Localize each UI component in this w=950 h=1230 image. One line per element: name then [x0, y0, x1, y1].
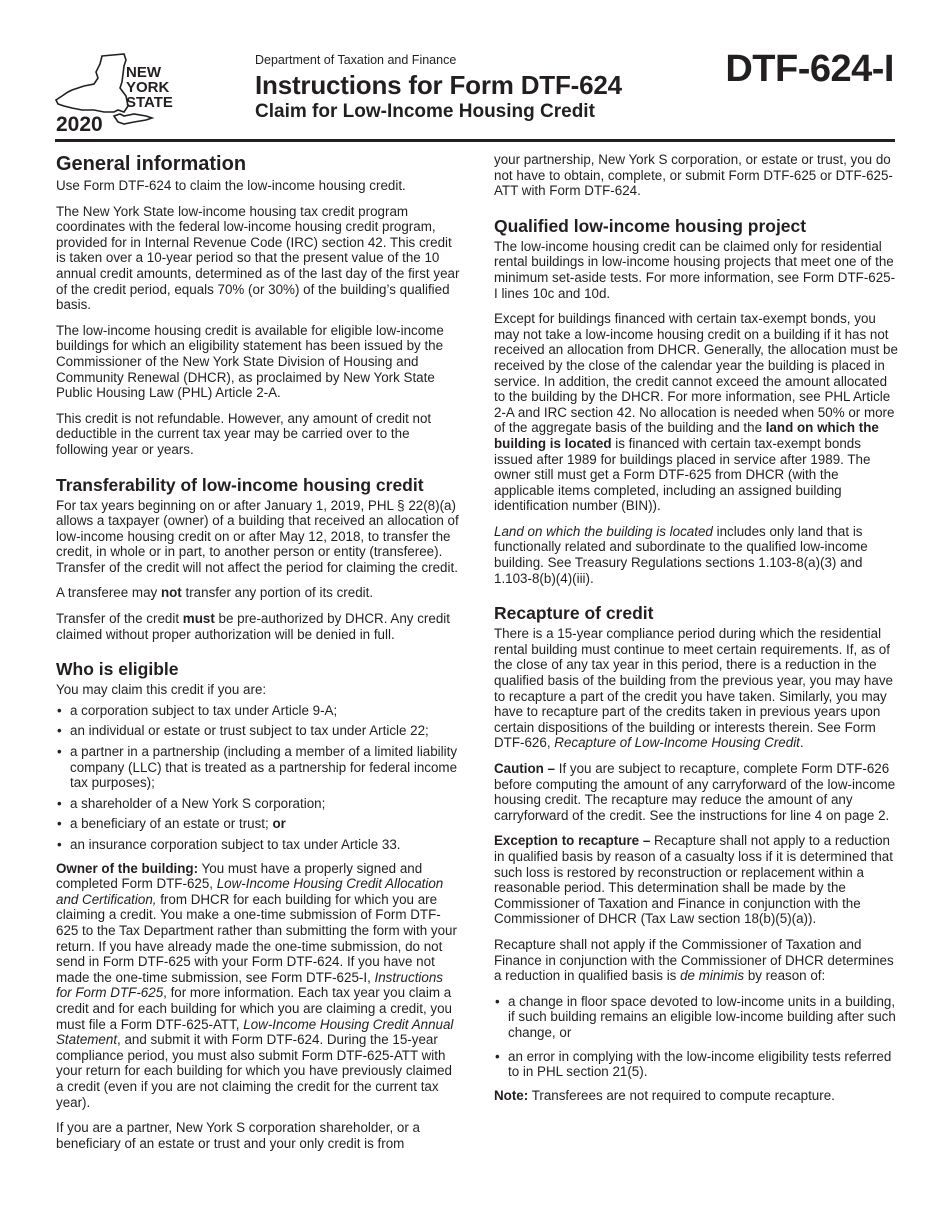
- list-item: • an insurance corporation subject to tax under Article 33.: [56, 837, 460, 853]
- transfer-p1: For tax years beginning on or after January 1, 2019, PHL § 22(8)(a) allows a taxpayer (owner) of a building that received an allocation of low-income housing credit on or after May 12, 2018, to transfer the credit, in whole or in part, to another person or entity (transferee). Transfer of the credit will not affect the period for claiming the credit.: [56, 497, 459, 575]
- transfer-p3: Transfer of the credit must be pre-authorized by DHCR. Any credit claimed without proper authorization will be denied in full.: [56, 611, 450, 642]
- svg-text:NEW: NEW: [126, 64, 161, 81]
- caution-paragraph: Caution – If you are subject to recapture, complete Form DTF-626 before computing the amount of any carryforward of the low-income housing credit. The recapture may reduce the amount of any carryforward of the credit. See the instructions for line 4 on page 2.: [494, 761, 896, 823]
- recapture-p1: There is a 15-year compliance period during which the residential rental building must continue to meet certain requirements. If, as of the close of any tax year in this period, there is a reduction in the qualified basis of the building from the previous year, you may have to recapture a part of the credit you have taken. Similarly, you may have to recapture part of the credits taken in previous years upon certain dispositions of the building or interests therein. See Form DTF-626, Recapture of Low-Income Housing Credit.: [494, 626, 893, 751]
- transfer-p2: A transferee may not transfer any portion of its credit.: [56, 585, 374, 601]
- list-item: • a partner in a partnership (including a member of a limited liability company (LLC) that is treated as a partnership for federal income tax purposes);: [56, 744, 460, 791]
- year-label: 2020: [56, 113, 103, 134]
- header-divider: [55, 139, 895, 142]
- qualified-p2: Except for buildings financed with certain tax-exempt bonds, you may not take a low-income housing credit on a building if it has not received an allocation from DHCR. Generally, the allocation must be received by the close of the calendar year the building is placed in service. In addition, the credit cannot exceed the amount allocated to the building by the DHCR. For more information, see PHL Article 2-A and IRC section 42. No allocation is needed when 50% or more of the aggregate basis of the building and the land on which the building is located is financed with certain tax-exempt bonds issued after 1989 for buildings placed in service after 1989. The owner still must get a Form DTF-625 from DHCR (with the applicable items completed, including an assigned building identification number (BIN)).: [494, 311, 898, 514]
- note-paragraph: Note: Transferees are not required to compute recapture.: [494, 1087, 835, 1103]
- page-title: Instructions for Form DTF-624: [255, 70, 622, 100]
- right-column: [494, 152, 898, 1113]
- qualified-project-heading: Qualified low-income housing project: [494, 215, 807, 236]
- list-item: • a shareholder of a New York S corporation;: [56, 796, 460, 812]
- new-york-state-logo: [54, 52, 184, 134]
- list-item: • an error in complying with the low-income eligibility tests referred to in PHL section 21(5).: [494, 1049, 898, 1080]
- recapture-heading: Recapture of credit: [494, 603, 654, 624]
- partner-continuation: your partnership, New York S corporation, or estate or trust, you do not have to obtain, complete, or submit Form DTF-625 or DTF-625-ATT with Form DTF-624.: [494, 152, 893, 199]
- list-item: • a beneficiary of an estate or trust; or: [56, 816, 460, 832]
- new-york-state-map-icon: [54, 52, 184, 134]
- de-minimis-paragraph: Recapture shall not apply if the Commissioner of Taxation and Finance in conjunction with the Commissioner of DHCR determines a reduction in qualified basis is de minimis by reason of:: [494, 936, 894, 984]
- general-p4: This credit is not refundable. However, any amount of credit not deductible in the current tax year may be carried over to the following year or years.: [56, 410, 432, 457]
- svg-text:STATE: STATE: [126, 94, 173, 111]
- eligible-intro: You may claim this credit if you are:: [56, 682, 267, 698]
- eligible-list: [56, 703, 460, 853]
- general-information-heading: General information: [56, 153, 247, 175]
- who-is-eligible-heading: Who is eligible: [56, 659, 179, 680]
- form-id: DTF-624-I: [725, 48, 894, 90]
- owner-of-building-paragraph: Owner of the building: You must have a properly signed and completed Form DTF-625, Low-Income Housing Credit Allocation and Certification, from DHCR for each building for which you are claiming a credit. You make a one-time submission of Form DTF-625 to the Tax Department rather than submitting the form with your return. If you have already made the one-time submission, do not send in Form DTF-625 with your Form DTF-624. If you have not made the one-time submission, see Form DTF-625-I, Instructions for Form DTF-625, for more information. Each tax year you claim a credit and for each building for which you are claiming a credit, you must file a Form DTF-625-ATT, Low-Income Housing Credit Annual Statement, and submit it with Form DTF-624. During the 15-year compliance period, you must also submit Form DTF-625-ATT with your return for each building for which you have previously claimed a credit (even if you are not claiming the credit for the current tax year).: [56, 860, 457, 1110]
- transferability-heading: Transferability of low-income housing credit: [56, 474, 424, 495]
- left-column: [56, 152, 460, 1161]
- svg-text:YORK: YORK: [126, 79, 170, 96]
- qualified-p3: Land on which the building is located includes only land that is functionally related and subordinate to the qualified low-income building. See Treasury Regulations sections 1.103-8(a)(3) and 1.103-8(b)(4)(iii).: [494, 523, 868, 586]
- general-p2: The New York State low-income housing tax credit program coordinates with the federal low-income housing credit program, provided for in Internal Revenue Code (IRC) section 42. This credit is taken over a 10-year period so that the present value of the 10 annual credit amounts, determined as of the last day of the first year of the credit period, equals 70% (or 30%) of the building’s qualified basis.: [56, 203, 460, 313]
- list-item: • a corporation subject to tax under Article 9-A;: [56, 703, 460, 719]
- general-p3: The low-income housing credit is available for eligible low-income buildings for which an eligibility statement has been issued by the Commissioner of the New York State Division of Housing and Community Renewal (DHCR), as proclaimed by New York State Public Housing Law (PHL) Article 2-A.: [56, 322, 444, 401]
- page-subtitle: Claim for Low-Income Housing Credit: [255, 101, 595, 122]
- qualified-p1: The low-income housing credit can be claimed only for residential rental buildings in low-income housing projects that meet one of the minimum set-aside tests. For more information, see Form DTF-625-I lines 10c and 10d.: [494, 238, 896, 301]
- partner-paragraph: If you are a partner, New York S corporation shareholder, or a beneficiary of an estate or trust and your only credit is from: [56, 1120, 420, 1151]
- department-name: Department of Taxation and Finance: [255, 53, 457, 67]
- general-p1: Use Form DTF-624 to claim the low-income housing credit.: [56, 178, 406, 193]
- exception-paragraph: Exception to recapture – Recapture shall not apply to a reduction in qualified basis by reason of a casualty loss if it is determined that such loss is restored by reconstruction or replacement within a reasonable period. This determination shall be made by the Commissioner of Taxation and Finance in conjunction with the Commissioner of DHCR (Tax Law section 18(b)(5)(a)).: [494, 833, 893, 927]
- de-minimis-list: [494, 994, 898, 1080]
- list-item: • an individual or estate or trust subject to tax under Article 22;: [56, 723, 460, 739]
- list-item: • a change in floor space devoted to low-income units in a building, if such building remains an eligible low-income building after such change, or: [494, 994, 898, 1041]
